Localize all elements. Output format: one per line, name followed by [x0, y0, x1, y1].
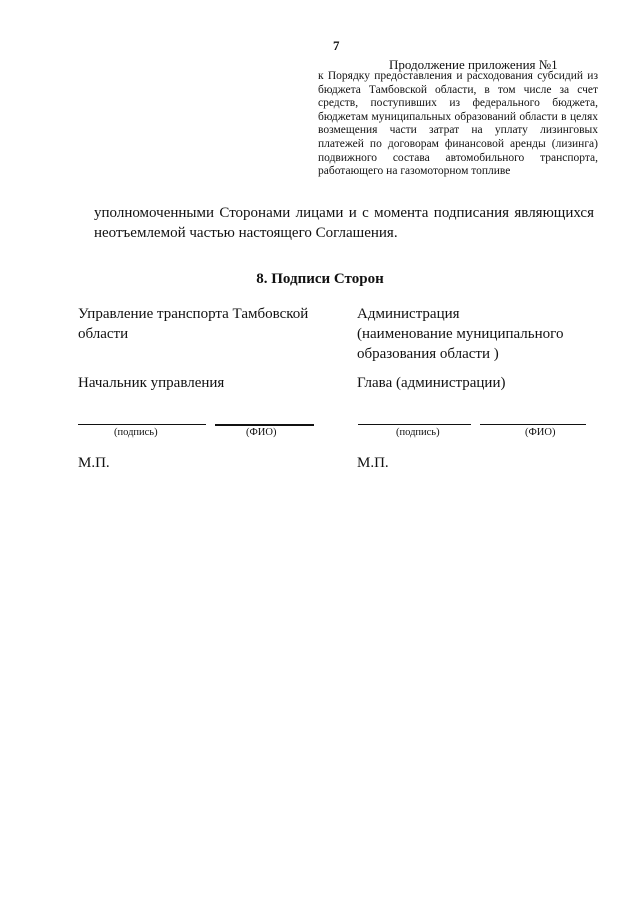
right-party-position: Глава (администрации): [357, 375, 506, 391]
left-party-position: Начальник управления: [78, 375, 225, 391]
right-party-organization-note: (наименование муниципального образования области ): [357, 326, 564, 362]
appendix-title: Продолжение приложения №1: [389, 57, 558, 72]
left-stamp-mark: М.П.: [78, 455, 110, 471]
left-name-caption: (ФИО): [246, 427, 277, 438]
left-signature-line: [78, 424, 206, 425]
right-signature-caption: (подпись): [396, 427, 440, 438]
continuation-paragraph: уполномоченными Сторонами лицами и с момента подписания являющихся неотъемлемой частью настоящего Соглашения.: [94, 205, 594, 241]
page-number: 7: [333, 38, 340, 53]
right-stamp-mark: М.П.: [357, 455, 389, 471]
right-name-line: [480, 424, 586, 425]
appendix-body: к Порядку предоставления и расходования субсидий из бюджета Тамбовской области, в том числе за счет средств, поступивших из федерального бюджета, бюджетам муниципальных образований области в целях возмещения части затрат на уплату лизинговых платежей по договорам финансовой аренды (лизинга) подвижного состава автомобильного транспорта, работающего на газомоторном топливе: [318, 70, 598, 178]
right-party-organization: [357, 304, 607, 364]
left-party-organization: Управление транспорта Тамбовской области: [78, 306, 309, 342]
right-signature-line: [358, 424, 471, 425]
left-name-line: [215, 424, 314, 426]
right-party-organization-name: Администрация: [357, 306, 460, 322]
section-heading: 8. Подписи Сторон: [256, 271, 384, 287]
right-name-caption: (ФИО): [525, 427, 556, 438]
left-signature-caption: (подпись): [114, 427, 158, 438]
